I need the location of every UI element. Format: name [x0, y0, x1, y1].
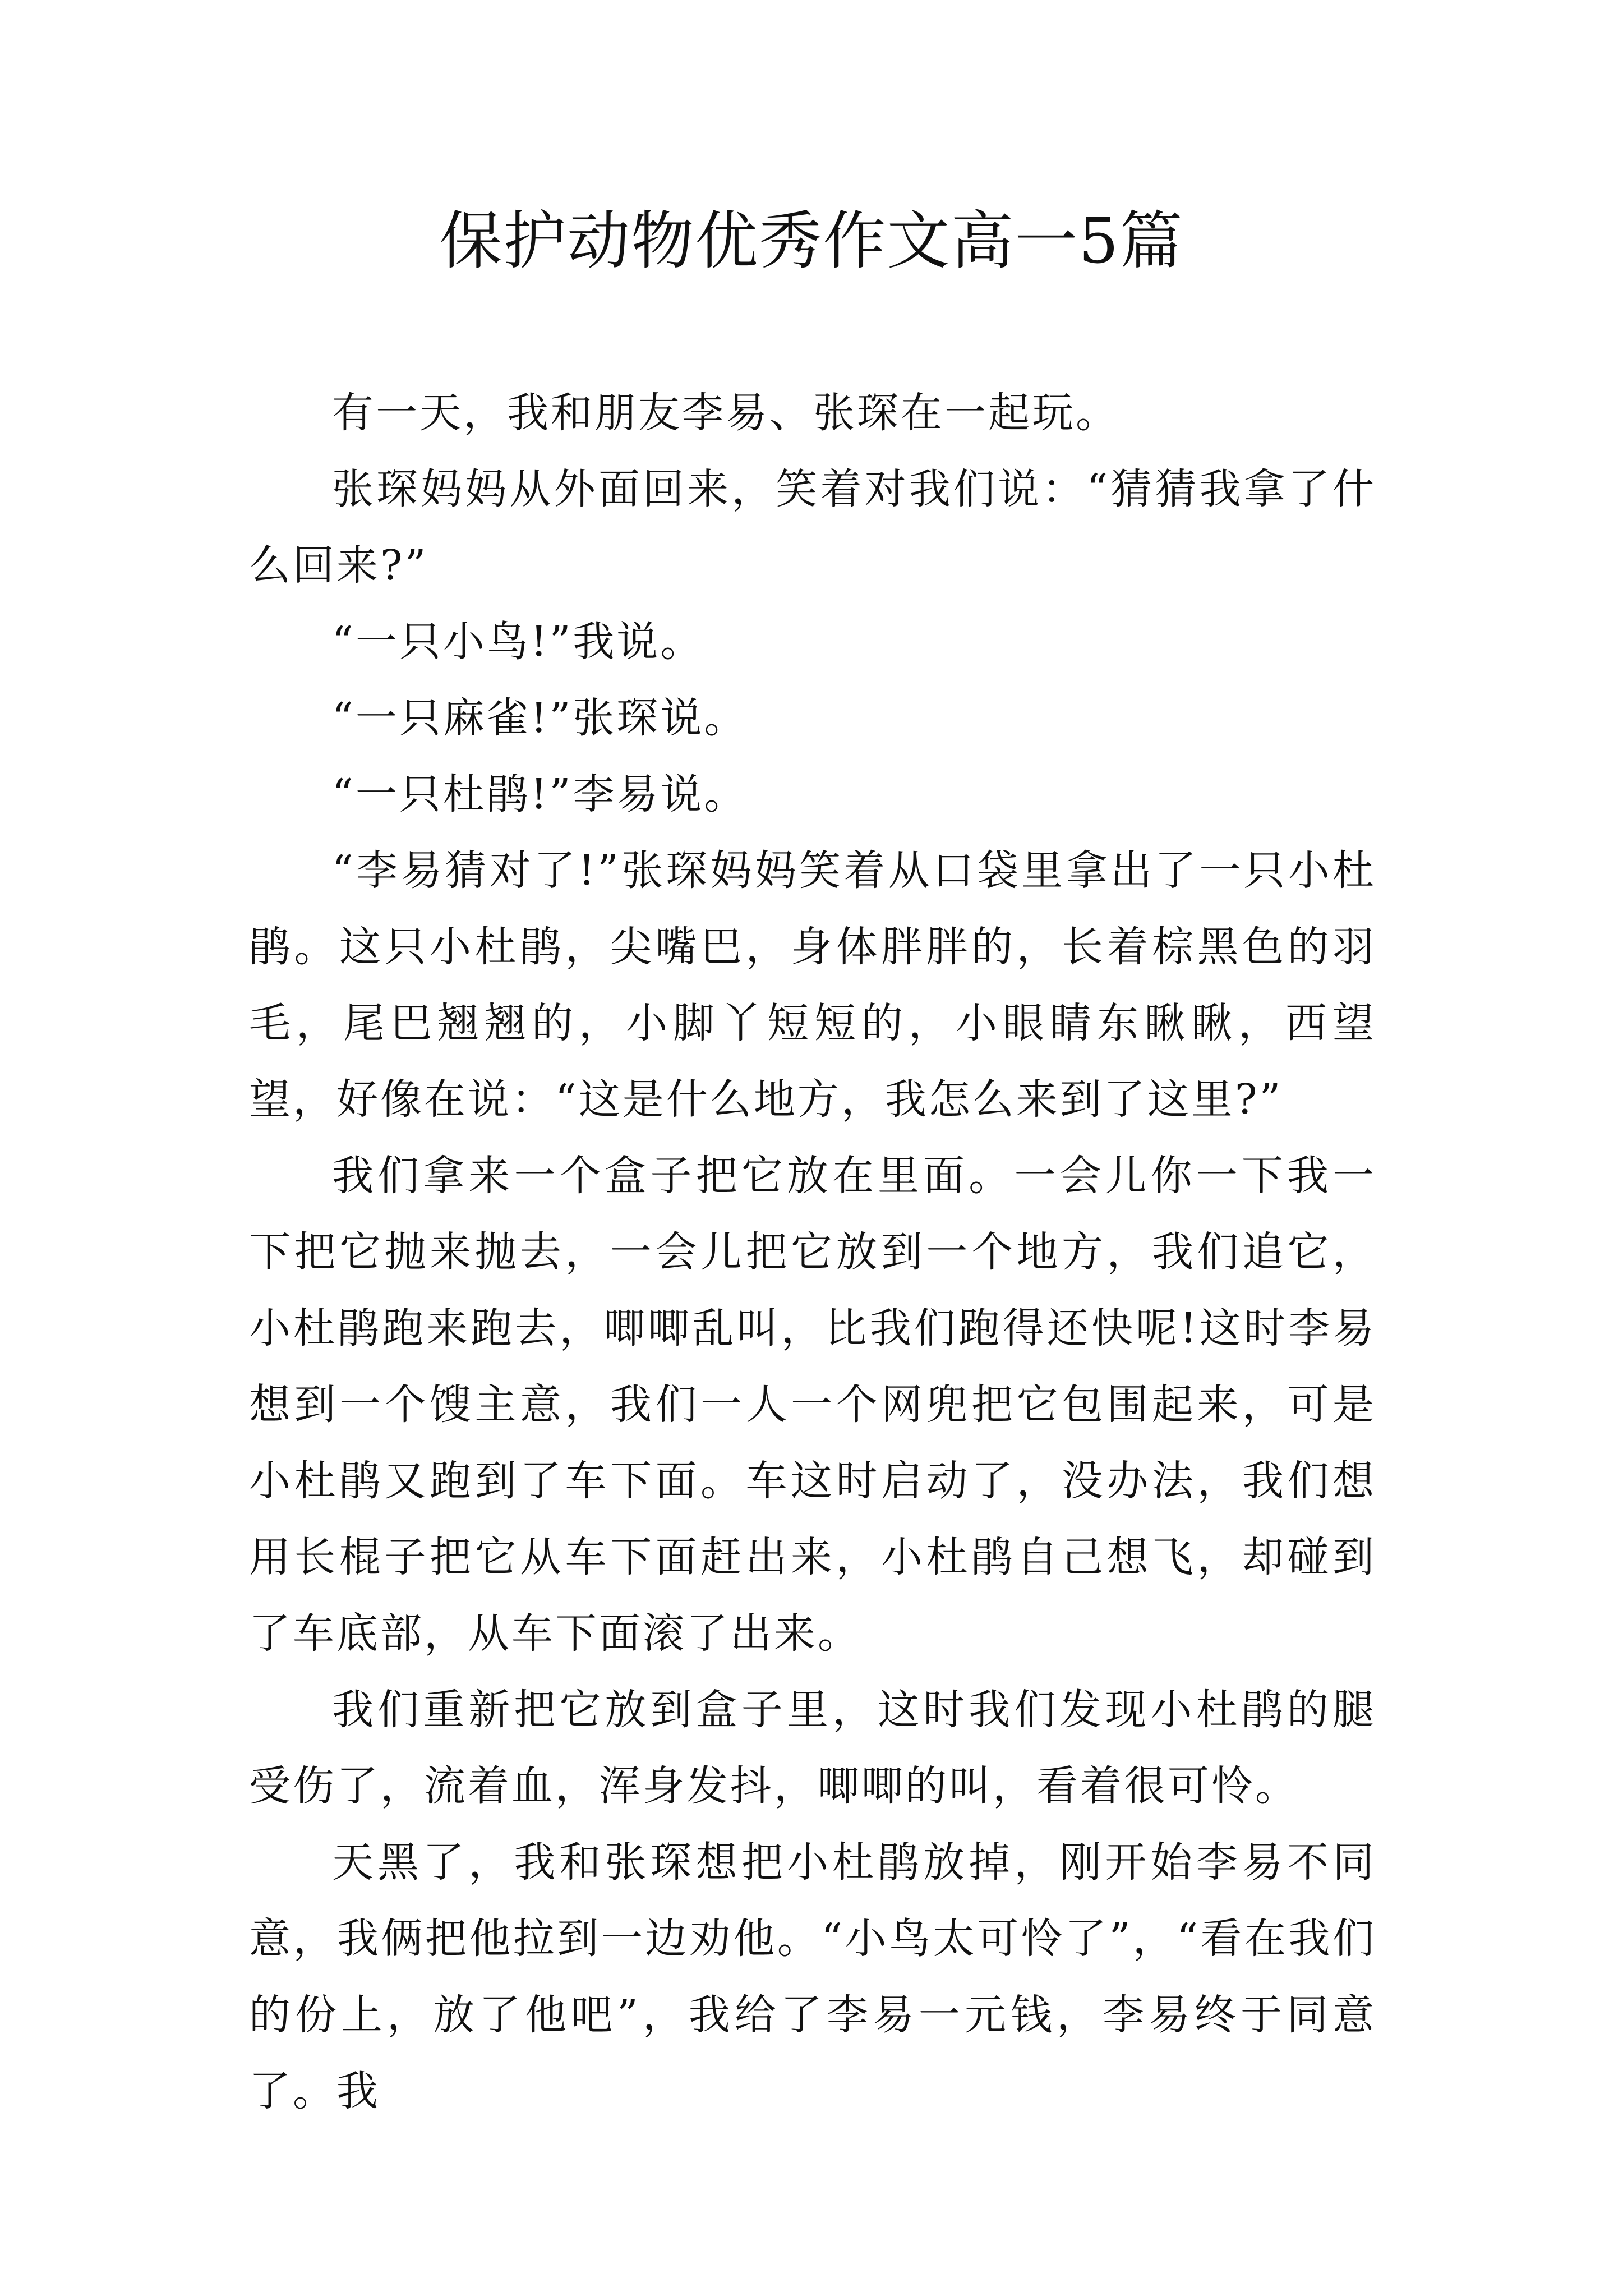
paragraph: “一只杜鹃!”李易说。 — [332, 770, 748, 818]
paragraph: 天黑了，我和张琛想把小杜鹃放掉，刚开始李易不同意，我俩把他拉到一边劝他。“小鸟太可怜了”，“看在我们的份上，放了他吧”，我给了李易一元钱，李易终于同意了。我 — [249, 1838, 1376, 2115]
paragraph: 张琛妈妈从外面回来，笑着对我们说：“猜猜我拿了什么回来?” — [249, 465, 1376, 590]
paragraph: “李易猜对了!”张琛妈妈笑着从口袋里拿出了一只小杜鹃。这只小杜鹃，尖嘴巴，身体胖胖的，长着棕黑色的羽毛，尾巴翘翘的，小脚丫短短的，小眼睛东瞅瞅，西望望，好像在说：“这是什么地方，我怎么来到了这里?” — [249, 846, 1376, 1124]
paragraph: “一只小鸟!”我说。 — [332, 618, 704, 666]
paragraph: 有一天，我和朋友李易、张琛在一起玩。 — [332, 389, 1119, 437]
paragraph: 我们拿来一个盒子把它放在里面。一会儿你一下我一下把它抛来抛去，一会儿把它放到一个地方，我们追它，小杜鹃跑来跑去，唧唧乱叫，比我们跑得还快呢!这时李易想到一个馊主意，我们一人一个网兜把它包围起来，可是小杜鹃又跑到了车下面。车这时启动了，没办法，我们想用长棍子把它从车下面赶出来，小杜鹃自己想飞，却碰到了车底部，从车下面滚了出来。 — [249, 1152, 1376, 1658]
paragraph: 我们重新把它放到盒子里，这时我们发现小杜鹃的腿受伤了，流着血，浑身发抖，唧唧的叫，看着很可怜。 — [249, 1686, 1376, 1810]
paragraph: “一只麻雀!”张琛说。 — [332, 694, 748, 742]
document-title: 保护动物优秀作文高一5篇 — [439, 205, 1184, 278]
document-body — [249, 375, 1376, 2129]
